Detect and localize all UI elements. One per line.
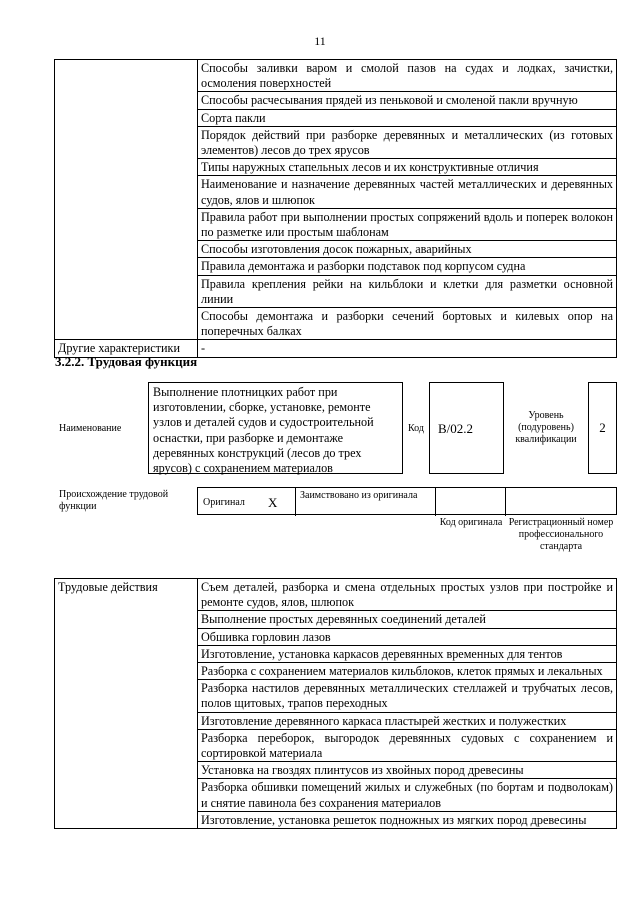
- borrowed-cell: [296, 488, 436, 516]
- table-row: Разборка обшивки помещений жилых и служебных (по бортам и подволокам) и снятие павинола без сохранения материалов: [198, 779, 617, 811]
- knowledge-table: [54, 59, 617, 358]
- table-row: Изготовление деревянного каркаса пластырей жестких и полужестких: [198, 712, 617, 729]
- table-row: Порядок действий при разборке деревянных и металлических (из готовых элементов) лесов до трех ярусов: [198, 126, 617, 158]
- labor-actions-label: Трудовые действия: [55, 579, 198, 829]
- table-row: Изготовление, установка каркасов деревянных временных для тентов: [198, 645, 617, 662]
- table-row: Установка на гвоздях плинтусов из хвойных пород древесины: [198, 762, 617, 779]
- name-label: Наименование: [59, 423, 122, 434]
- labor-actions-table: [54, 578, 617, 829]
- table-row: Способы расчесывания прядей из пеньковой и смоленой пакли вручную: [198, 92, 617, 109]
- table-row: Съем деталей, разборка и смена отдельных простых узлов при постройке и ремонте судов, ялов, шлюпок: [198, 579, 617, 611]
- table-row: Правила демонтажа и разборки подставок под корпусом судна: [198, 258, 617, 275]
- original-cell: [198, 488, 296, 516]
- original-label: Оригинал: [203, 497, 245, 508]
- table-row: Обшивка горловин лазов: [198, 628, 617, 645]
- code-original-label: Код оригинала: [439, 517, 503, 528]
- reg-number-cell: [506, 488, 616, 516]
- table-row: Правила крепления рейки на кильблоки и клетки для разметки основной линии: [198, 275, 617, 307]
- table-row: Способы демонтажа и разборки сечений бортовых и килевых опор на поперечных балках: [198, 308, 617, 340]
- table-row: Сорта пакли: [198, 109, 617, 126]
- origin-row: [197, 487, 617, 515]
- function-name-box: Выполнение плотницких работ при изготовлении, сборке, установке, ремонте узлов и деталей судов и судостроительной оснастки, при разборке и демонтаже деревянных конструкций (лесов до трех ярусов) с сохранением материалов: [148, 382, 403, 474]
- table-row: Изготовление, установка решеток подножных из мягких пород древесины: [198, 811, 617, 828]
- other-characteristics-value: -: [198, 340, 617, 357]
- code-label: Код: [408, 423, 424, 434]
- knowledge-label-cell: [55, 60, 198, 340]
- page-number: 11: [314, 34, 326, 48]
- section-title: 3.2.2. Трудовая функция: [55, 354, 198, 369]
- reg-number-label: Регистрационный номер профессионального стандарта: [508, 517, 614, 552]
- code-value: B/02.2: [438, 421, 474, 436]
- level-label: Уровень (подуровень) квалификации: [515, 410, 577, 445]
- code-box: [429, 382, 504, 474]
- table-row: Наименование и назначение деревянных частей металлических и деревянных судов, ялов и шлюпок: [198, 176, 617, 208]
- table-row: Типы наружных стапельных лесов и их конструктивные отличия: [198, 159, 617, 176]
- level-value: 2: [599, 420, 606, 435]
- other-characteristics-label: Другие характеристики: [55, 340, 198, 357]
- table-row: Выполнение простых деревянных соединений деталей: [198, 611, 617, 628]
- table-row: Разборка переборок, выгородок деревянных судовых с сохранением и сортировкой материала: [198, 729, 617, 761]
- table-row: Правила работ при выполнении простых сопряжений вдоль и поперек волокон по разметке или простым шаблонам: [198, 208, 617, 240]
- table-row: Разборка с сохранением материалов кильблоков, клеток прямых и лекальных: [198, 663, 617, 680]
- code-original-cell: [436, 488, 506, 516]
- origin-label: Происхождение трудовой функции: [59, 489, 169, 512]
- table-row: Разборка настилов деревянных металлических стеллажей и трубчатых лесов, полов щитовых, трапов переходных: [198, 680, 617, 712]
- table-row: Способы изготовления досок пожарных, аварийных: [198, 241, 617, 258]
- table-row: Способы заливки варом и смолой пазов на судах и лодках, зачистки, осмоления поверхностей: [198, 60, 617, 92]
- original-mark: X: [268, 495, 278, 510]
- level-box: [588, 382, 617, 474]
- borrowed-label: Заимствовано из оригинала: [300, 490, 418, 501]
